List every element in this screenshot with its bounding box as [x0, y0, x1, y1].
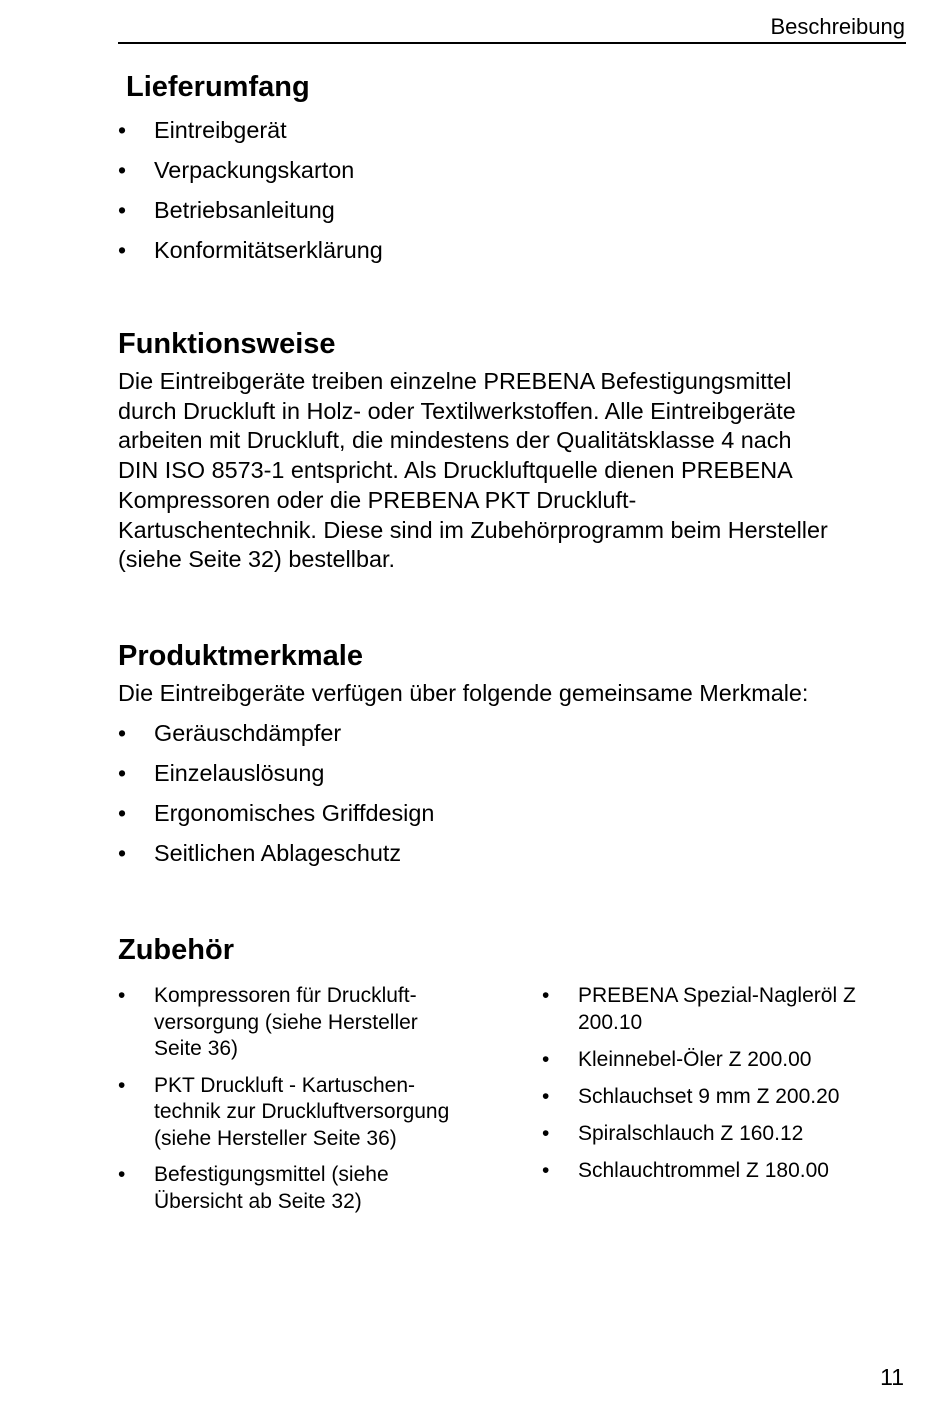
list-item: • Konformitätserklärung: [118, 236, 908, 265]
list-item: [118, 1073, 498, 1153]
zubehoer-left-column: [118, 983, 498, 1225]
funktionsweise-paragraph: [118, 367, 908, 575]
text-line: (siehe Seite 32) bestellbar.: [118, 546, 395, 573]
list-item: [542, 983, 908, 1036]
list-item: • Betriebsanleitung: [118, 196, 908, 225]
text-line: PREBENA Spezial-Nagleröl Z: [578, 984, 856, 1007]
text-line: Schlauchtrommel Z 180.00: [578, 1158, 829, 1182]
text-line: Kleinnebel-Öler Z 200.00: [578, 1047, 812, 1071]
zubehoer-right-list: [542, 983, 908, 1184]
list-item: • Verpackungskarton: [118, 156, 908, 185]
list-item: [118, 983, 498, 1063]
heading-funktionsweise: Funktionsweise: [118, 328, 336, 360]
list-item: • Ergonomisches Griffdesign: [118, 799, 908, 828]
section-lieferumfang: [118, 70, 908, 276]
list-item: • Einzelauslösung: [118, 759, 908, 788]
text-line: Spiralschlauch Z 160.12: [578, 1121, 804, 1145]
text-line: Seite 36): [154, 1037, 239, 1060]
text-line: PKT Druckluft - Kartuschen-: [154, 1073, 416, 1097]
list-item: [542, 1084, 908, 1111]
text-line: 200.10: [578, 1010, 643, 1034]
running-header: Beschreibung: [770, 14, 905, 39]
section-funktionsweise: [118, 327, 908, 575]
text-line: DIN ISO 8573-1 entspricht. Als Druckluftquelle dienen PREBENA: [118, 457, 793, 484]
list-item: • Eintreibgerät: [118, 116, 908, 145]
list-item: • Geräuschdämpfer: [118, 719, 908, 748]
text-line: Befestigungsmittel (siehe: [154, 1163, 389, 1186]
text-line: durch Druckluft in Holz- oder Textilwerkstoffen. Alle Eintreibgeräte: [118, 397, 796, 424]
list-item: [542, 1121, 908, 1148]
text-line: Kartuschentechnik. Diese sind im Zubehörprogramm beim Hersteller: [118, 516, 828, 543]
heading-produktmerkmale: Produktmerkmale: [118, 640, 363, 672]
text-line: versorgung (siehe Hersteller: [154, 1010, 418, 1034]
text-line: Schlauchset 9 mm Z 200.20: [578, 1084, 840, 1108]
section-zubehoer: [118, 933, 908, 967]
heading-lieferumfang: Lieferumfang: [126, 71, 310, 103]
zubehoer-left-list: [118, 983, 498, 1215]
section-produktmerkmale: [118, 639, 908, 879]
text-line: (siehe Hersteller Seite 36): [154, 1126, 397, 1150]
list-item: • Seitlichen Ablageschutz: [118, 839, 908, 868]
produktmerkmale-list: [118, 719, 908, 868]
text-line: Kompressoren für Druckluft-: [154, 984, 417, 1007]
header-rule: [118, 42, 906, 44]
text-line: arbeiten mit Druckluft, die mindestens der Qualitätsklasse 4 nach: [118, 427, 792, 454]
text-line: Übersicht ab Seite 32): [154, 1189, 362, 1213]
page-number: 11: [880, 1364, 904, 1390]
text-line: technik zur Druckluftversorgung: [154, 1100, 450, 1123]
lieferumfang-list: [118, 116, 908, 265]
list-item: [118, 1162, 498, 1215]
heading-zubehoer: Zubehör: [118, 934, 234, 966]
zubehoer-right-column: [542, 983, 908, 1195]
text-line: Kompressoren oder die PREBENA PKT Druckluft-: [118, 486, 637, 513]
produktmerkmale-intro: Die Eintreibgeräte verfügen über folgende gemeinsame Merkmale:: [118, 680, 809, 706]
list-item: [542, 1047, 908, 1074]
text-line: Die Eintreibgeräte treiben einzelne PREBENA Befestigungsmittel: [118, 368, 792, 394]
list-item: [542, 1158, 908, 1185]
